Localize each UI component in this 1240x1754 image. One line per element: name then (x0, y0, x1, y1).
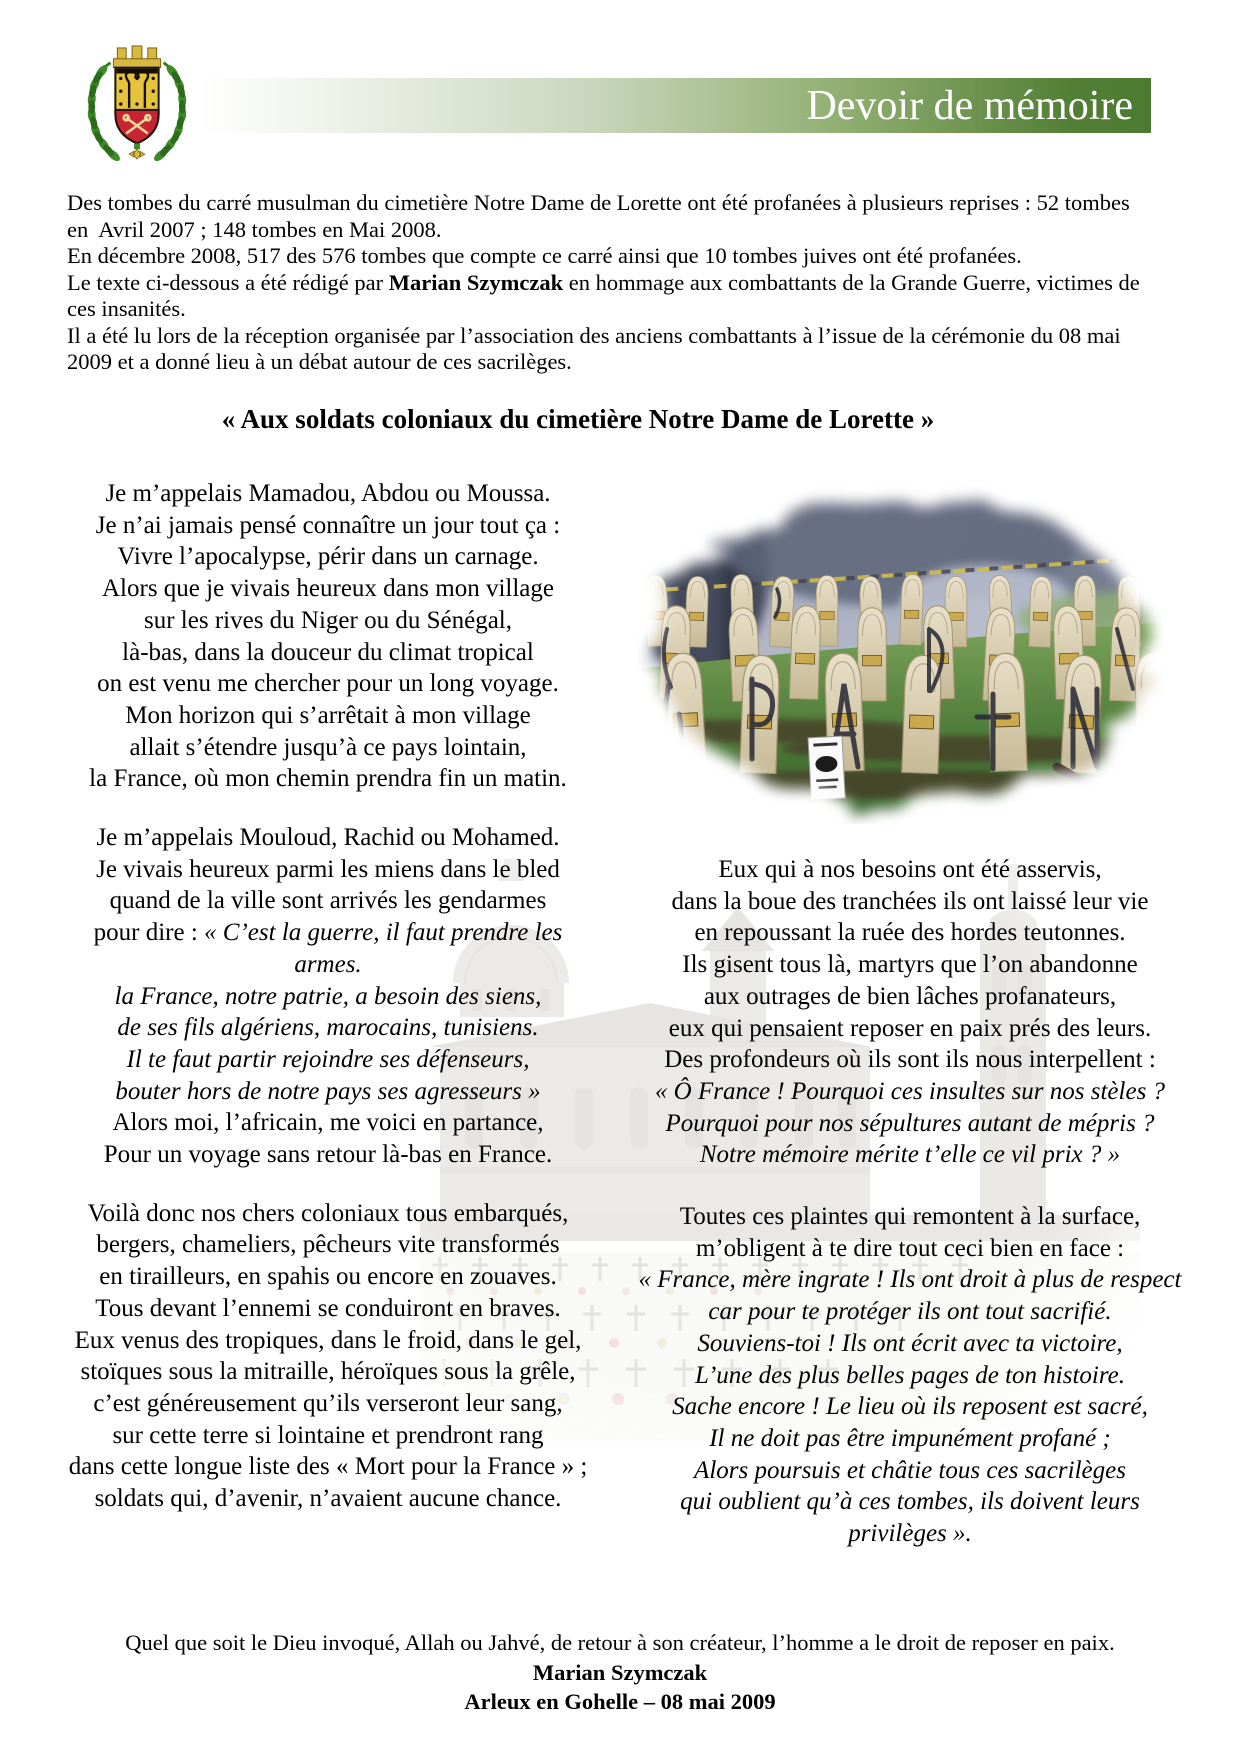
shield (115, 68, 158, 144)
poem-line: Des profondeurs où ils sont ils nous interpellent : (664, 1046, 1156, 1074)
poem-line: Sache encore ! Le lieu où ils reposent est sacré, (672, 1393, 1148, 1421)
poem-stanza (630, 1201, 1190, 1550)
footer-author: Marian Szymczak (532, 1659, 708, 1685)
poem-line: Alors poursuis et châtie tous ces sacrilèges (694, 1456, 1126, 1484)
poem-line: pour dire : « C’est la guerre, il faut prendre les armes. (93, 919, 569, 978)
intro-line: Le texte ci-dessous a été rédigé par Marian Szymczak en hommage aux combattants de la Grande Guerre, victimes de (67, 269, 1140, 295)
mural-crown (113, 46, 160, 68)
poem-line: bouter hors de notre pays ses agresseurs » (115, 1077, 541, 1105)
poem-line: en tirailleurs, en spahis ou encore en zouaves. (99, 1263, 557, 1291)
intro-paragraph (67, 190, 1183, 376)
poem-line: Notre mémoire mérite t’elle ce vil prix ? » (699, 1141, 1121, 1169)
intro-line: en Avril 2007 ; 148 tombes en Mai 2008. (67, 216, 442, 242)
poem-title: « Aux soldats coloniaux du cimetière Notre Dame de Lorette » (221, 404, 935, 434)
poem-line: en repoussant la ruée des hordes teutonnes. (694, 919, 1126, 947)
poem-line: la France, où mon chemin prendra fin un matin. (89, 765, 567, 793)
poem-line: Toutes ces plaintes qui remontent à la surface, (679, 1203, 1141, 1231)
poem-line: c’est généreusement qu’ils verseront leur sang, (93, 1389, 563, 1417)
poem-line: qui oublient qu’à ces tombes, ils doivent leurs privilèges ». (680, 1488, 1147, 1548)
poem-line: de ses fils algériens, marocains, tunisiens. (117, 1014, 539, 1042)
poem-line: bergers, chameliers, pêcheurs vite transformés (96, 1231, 560, 1259)
poem-line: « Ô France ! Pourquoi ces insultes sur nos stèles ? (654, 1077, 1166, 1105)
poem-stanza (630, 854, 1190, 1171)
poem-stanza (68, 1198, 588, 1515)
poem-left-column (68, 478, 588, 1542)
poem-line: Vivre l’apocalypse, périr dans un carnage. (117, 543, 539, 571)
poem-stanza (68, 822, 588, 1171)
intro-line: Des tombes du carré musulman du cimetière Notre Dame de Lorette ont été profanées à plusieurs reprises : 52 tombes (67, 190, 1130, 215)
poem-line: Il te faut partir rejoindre ses défenseurs, (126, 1045, 530, 1073)
poem-line: Eux venus des tropiques, dans le froid, dans le gel, (74, 1326, 582, 1354)
poem-line: Pourquoi pour nos sépultures autant de mépris ? (665, 1109, 1155, 1137)
poem-line: Tous devant l’ennemi se conduiront en braves. (95, 1294, 561, 1322)
poem-line: sur les rives du Niger ou du Sénégal, (144, 606, 512, 634)
poem-line: L’une des plus belles pages de ton histoire. (694, 1361, 1126, 1389)
intro-line: En décembre 2008, 517 des 576 tombes que compte ce carré ainsi que 10 tombes juives ont été profanées. (67, 243, 1022, 268)
footer-epitaph: Quel que soit le Dieu invoqué, Allah ou Jahvé, de retour à son créateur, l’homme a le droit de reposer en paix. (125, 1630, 1115, 1655)
poem-line: Je vivais heureux parmi les miens dans le bled (96, 855, 560, 883)
poem-line: on est venu me chercher pour un long voyage. (97, 670, 559, 698)
poem-line: Alors que je vivais heureux dans mon village (102, 575, 554, 603)
poem-line: dans cette longue liste des « Mort pour la France » ; (68, 1453, 588, 1481)
poem-line: là-bas, dans la douceur du climat tropical (122, 638, 534, 666)
poem-line: stoïques sous la mitraille, héroïques sous la grêle, (80, 1358, 576, 1386)
page-title: Devoir de mémoire (806, 82, 1133, 129)
poem-line: Eux qui à nos besoins ont été asservis, (718, 856, 1102, 883)
intro-line: 2009 et a donné lieu à un débat autour de ces sacrilèges. (67, 349, 572, 374)
poem-line: Ils gisent tous là, martyrs que l’on abandonne (682, 951, 1138, 979)
footer (0, 1628, 1240, 1717)
poem-line: Souviens-toi ! Ils ont écrit avec ta victoire, (697, 1329, 1123, 1357)
poem-line: sur cette terre si lointaine et prendront rang (112, 1421, 544, 1449)
poem-line: soldats qui, d’avenir, n’avaient aucune chance. (94, 1485, 562, 1513)
poem-line: eux qui pensaient reposer en paix prés des leurs. (668, 1014, 1152, 1042)
poem-line: Alors moi, l’africain, me voici en partance, (112, 1109, 544, 1137)
cemetery-photo (637, 479, 1167, 824)
poem-line: Il ne doit pas être impunément profané ; (709, 1424, 1111, 1452)
poem-line: Voilà donc nos chers coloniaux tous embarqués, (87, 1199, 569, 1227)
poem-line: la France, notre patrie, a besoin des siens, (114, 982, 542, 1010)
poem-line: « France, mère ingrate ! Ils ont droit à plus de respect (638, 1266, 1182, 1294)
coat-of-arms (78, 38, 196, 170)
poem-line: dans la boue des tranchées ils ont laissé leur vie (671, 887, 1149, 915)
intro-line: ces insanités. (67, 296, 186, 321)
poem-line: car pour te protéger ils ont tout sacrifié. (708, 1298, 1112, 1326)
footer-place-date: Arleux en Gohelle – 08 mai 2009 (464, 1689, 776, 1714)
poem-line: allait s’étendre jusqu’à ce pays lointain, (129, 733, 527, 761)
intro-line: Il a été lu lors de la réception organisée par l’association des anciens combattants à l’issue de la cérémonie du 08 mai (67, 322, 1121, 348)
poem-line: Je m’appelais Mouloud, Rachid ou Mohamed. (96, 824, 560, 852)
poem-line: Pour un voyage sans retour là-bas en France. (103, 1141, 553, 1169)
header-banner (199, 78, 1151, 133)
poem-line: m’obligent à te dire tout ceci bien en face : (695, 1234, 1125, 1262)
poem-line: aux outrages de bien lâches profanateurs, (703, 982, 1117, 1010)
poem-right-column (630, 854, 1190, 1580)
poem-line: Mon horizon qui s’arrêtait à mon village (125, 701, 531, 729)
poem-line: quand de la ville sont arrivés les gendarmes (109, 887, 547, 915)
poem-line: Je m’appelais Mamadou, Abdou ou Moussa. (105, 480, 551, 507)
medal-pendant (129, 143, 145, 159)
poem-stanza (68, 478, 588, 795)
poem-line: Je n’ai jamais pensé connaître un jour tout ça : (95, 511, 561, 539)
